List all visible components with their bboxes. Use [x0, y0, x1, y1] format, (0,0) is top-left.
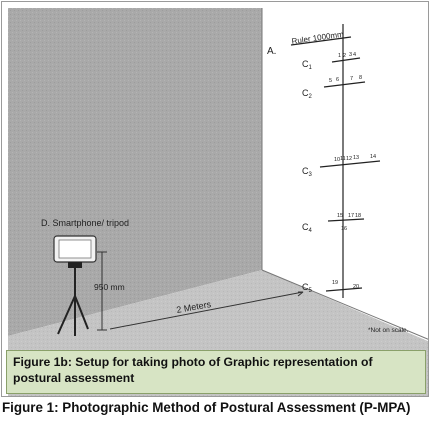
- checkpoint-label-c1: $C_1$: [302, 59, 312, 71]
- ruler-label: Ruler 1000mm: [291, 29, 345, 46]
- checkpoint-label-c5: $C_5$: [302, 282, 312, 294]
- svg-text:20: 20: [353, 284, 360, 290]
- figure-caption: Figure 1: Photographic Method of Postural Assessment (P-MPA): [2, 400, 411, 415]
- checkpoint-label-c2: $C_2$: [302, 88, 312, 100]
- scale-note: *Not on scale.: [368, 327, 409, 334]
- height-label: 950 mm: [94, 282, 125, 292]
- checkpoint-label-c4: $C_4$: [302, 222, 312, 234]
- figure-subcaption: Figure 1b: Setup for taking photo of Graphic representation of postural assessment: [6, 350, 426, 394]
- svg-text:3: 3: [349, 52, 353, 58]
- figure-panel: [1, 1, 429, 397]
- svg-text:10: 10: [334, 157, 341, 163]
- svg-text:8: 8: [359, 75, 363, 81]
- svg-text:12: 12: [346, 156, 353, 162]
- svg-text:1: 1: [338, 53, 342, 59]
- distance-label: 2 Meters: [175, 299, 212, 315]
- svg-text:14: 14: [370, 154, 377, 160]
- svg-text:18: 18: [355, 213, 362, 219]
- svg-text:2: 2: [343, 53, 347, 59]
- svg-text:6: 6: [336, 77, 340, 83]
- svg-text:11: 11: [340, 156, 346, 162]
- wall-label: A.: [267, 46, 277, 57]
- svg-text:5: 5: [329, 78, 333, 84]
- checkpoint-label-c3: $C_3$: [302, 166, 312, 178]
- svg-text:7: 7: [350, 76, 354, 82]
- device-label: D. Smartphone/ tripod: [41, 218, 130, 228]
- svg-text:13: 13: [353, 155, 360, 161]
- svg-text:16: 16: [341, 226, 348, 232]
- svg-text:15: 15: [337, 213, 344, 219]
- svg-text:17: 17: [348, 213, 355, 219]
- svg-text:19: 19: [332, 280, 339, 286]
- figure-illustration: [2, 2, 429, 397]
- svg-text:4: 4: [353, 52, 357, 58]
